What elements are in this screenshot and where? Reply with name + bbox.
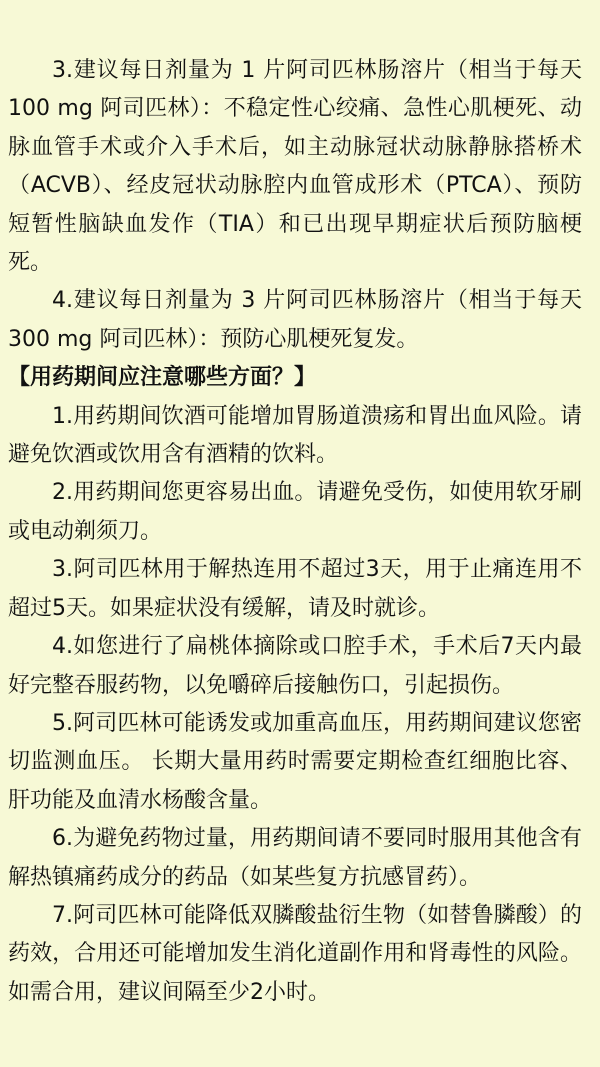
precaution-item: 4.如您进行了扁桃体摘除或口腔手术，手术后7天内最好完整吞服药物，以免嚼碎后接触伤口，引起损伤。	[8, 634, 582, 698]
precaution-item: 3.阿司匹林用于解热连用不超过3天，用于止痛连用不超过5天。如果症状没有缓解，请及时就诊。	[8, 557, 582, 621]
precaution-item: 7.阿司匹林可能降低双膦酸盐衍生物（如替鲁膦酸）的药效，合用还可能增加发生消化道副作用和肾毒性的风险。如需合用，建议间隔至少2小时。	[8, 902, 582, 1005]
dosage-item: 3.建议每日剂量为 1 片阿司匹林肠溶片（相当于每天 100 mg 阿司匹林）：不稳定性心绞痛、急性心肌梗死、动脉血管手术或介入手术后，如主动脉冠状动脉静脉搭桥术（ACVB）、经皮冠状动脉腔内血管成形术（PTCA）、预防短暂性脑缺血发作（TIA）和已出现早期症状后预防脑梗死。	[8, 58, 582, 276]
precaution-item: 2.用药期间您更容易出血。请避免受伤，如使用软牙刷或电动剃须刀。	[8, 480, 582, 544]
dosage-item: 4.建议每日剂量为 3 片阿司匹林肠溶片（相当于每天 300 mg 阿司匹林）：预防心肌梗死复发。	[8, 288, 582, 352]
precaution-item: 6.为避免药物过量，用药期间请不要同时服用其他含有解热镇痛药成分的药品（如某些复方抗感冒药）。	[8, 826, 582, 890]
precaution-item: 5.阿司匹林可能诱发或加重高血压，用药期间建议您密切监测血压。 长期大量用药时需要定期检查红细胞比容、肝功能及血清水杨酸含量。	[8, 710, 582, 813]
section-heading: 【用药期间应注意哪些方面？】	[8, 365, 317, 391]
precaution-item: 1.用药期间饮酒可能增加胃肠道溃疡和胃出血风险。请避免饮酒或饮用含有酒精的饮料。	[8, 403, 582, 468]
